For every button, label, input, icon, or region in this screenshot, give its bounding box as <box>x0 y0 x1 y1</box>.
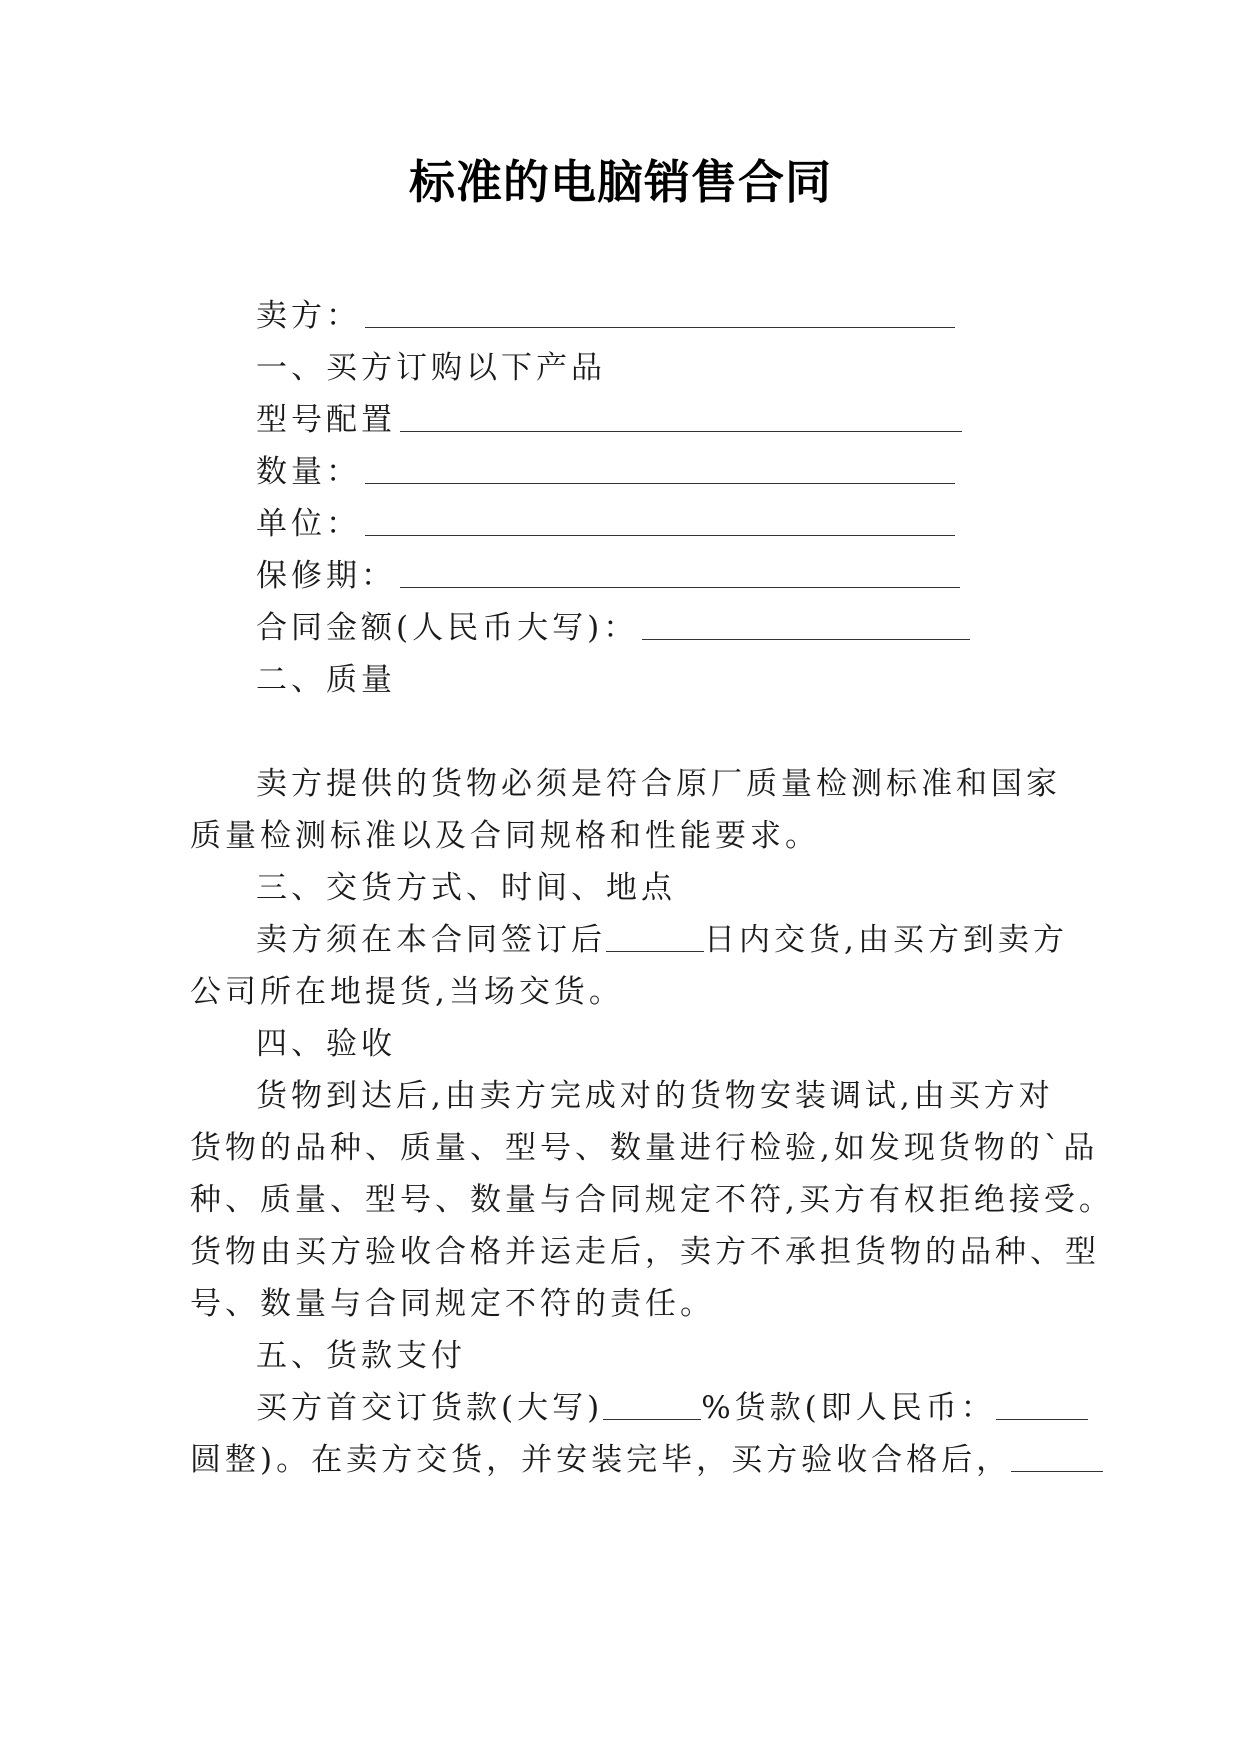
section-4-paragraph-line-2: 货物的品种、质量、型号、数量进行检验,如发现货物的`品 <box>190 1130 1099 1166</box>
payment-text-after: %货款(即人民币： <box>701 1390 996 1426</box>
seller-blank <box>365 287 955 328</box>
delivery-text-before: 卖方须在本合同签订后 <box>256 922 606 958</box>
warranty-blank <box>400 547 960 588</box>
model-config-line <box>256 391 962 449</box>
contract-amount-blank <box>642 599 970 640</box>
section-4-paragraph-line-5: 号、数量与合同规定不符的责任。 <box>190 1286 715 1322</box>
contract-amount-line <box>256 599 970 657</box>
contract-amount-label: 合同金额(人民币大写)： <box>256 610 639 646</box>
section-4-heading: 四、验收 <box>256 1026 396 1062</box>
quantity-line <box>256 443 955 501</box>
model-config-blank <box>400 391 962 432</box>
section-2-paragraph-line-1: 卖方提供的货物必须是符合原厂质量检测标准和国家 <box>256 766 1061 802</box>
payment-line-2-text: 圆整)。在卖方交货，并安装完毕，买方验收合格后， <box>190 1442 1012 1478</box>
payment-rmb-blank <box>996 1379 1088 1420</box>
quantity-label: 数量： <box>256 454 361 490</box>
section-4-paragraph-line-4: 货物由买方验收合格并运走后，卖方不承担货物的品种、型 <box>190 1234 1100 1270</box>
section-2-paragraph-line-2: 质量检测标准以及合同规格和性能要求。 <box>190 818 820 854</box>
section-3-heading: 三、交货方式、时间、地点 <box>256 870 676 906</box>
section-2-heading: 二、质量 <box>256 662 396 698</box>
section-1-heading: 一、买方订购以下产品 <box>256 350 606 386</box>
warranty-line <box>256 547 960 605</box>
section-4-paragraph-line-1: 货物到达后,由卖方完成对的货物安装调试,由买方对 <box>256 1078 1054 1114</box>
seller-line <box>256 287 955 345</box>
warranty-label: 保修期： <box>256 558 396 594</box>
delivery-text-after: 日内交货,由买方到卖方 <box>704 922 1068 958</box>
unit-label: 单位： <box>256 506 361 542</box>
payment-final-blank <box>1011 1431 1103 1472</box>
page-title: 标准的电脑销售合同 <box>409 155 832 209</box>
delivery-days-blank <box>606 911 704 952</box>
section-3-paragraph-line-2: 公司所在地提货,当场交货。 <box>190 974 624 1010</box>
section-5-paragraph-line-1 <box>256 1379 1088 1437</box>
quantity-blank <box>365 443 955 484</box>
model-config-label: 型号配置 <box>256 402 396 438</box>
unit-blank <box>365 495 955 536</box>
unit-line <box>256 495 955 553</box>
section-4-paragraph-line-3: 种、质量、型号、数量与合同规定不符,买方有权拒绝接受。 <box>190 1182 1114 1218</box>
section-5-heading: 五、货款支付 <box>256 1338 466 1374</box>
section-5-paragraph-line-2 <box>190 1431 1103 1489</box>
payment-text-before: 买方首交订货款(大写) <box>256 1390 604 1426</box>
seller-label: 卖方： <box>256 298 361 334</box>
section-3-paragraph-line-1 <box>256 911 1068 969</box>
payment-percent-blank <box>603 1379 701 1420</box>
